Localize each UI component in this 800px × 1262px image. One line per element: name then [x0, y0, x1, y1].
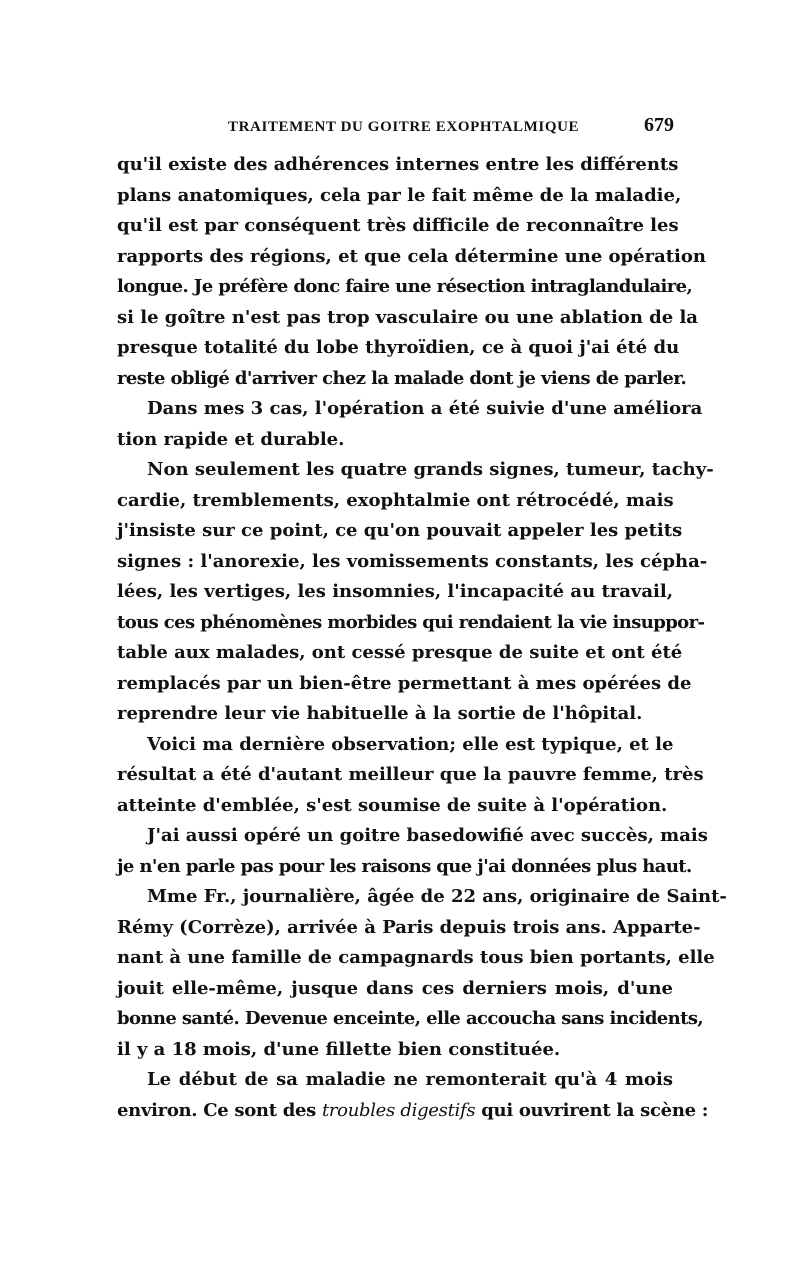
text-line: résultat a été d'autant meilleur que la pauvre femme, très — [117, 764, 704, 785]
text-line: j'insiste sur ce point, ce qu'on pouvait appeler les petits — [117, 520, 683, 541]
text-line: remplacés par un bien-être permettant à mes opérées de — [117, 672, 692, 694]
text-line: bonne santé. Devenue enceinte, elle accoucha sans incidents, — [117, 1008, 704, 1029]
text-line: nant à une famille de campagnards tous bien portants, elle — [117, 947, 715, 968]
text-line: table aux malades, ont cessé presque de suite et ont été — [117, 642, 683, 663]
text-line: qu'il est par conséquent très difficile de reconnaître les — [117, 215, 679, 236]
text-line: presque totalité du lobe thyroïdien, ce à quoi j'ai été du — [117, 337, 680, 358]
body-text — [117, 150, 727, 1126]
text-line: jouit elle-même, jusque dans ces derniers mois, d'une — [117, 977, 673, 999]
paragraph-start-line: Non seulement les quatre grands signes, tumeur, tachy- — [147, 459, 714, 480]
paragraph-start-line: Dans mes 3 cas, l'opération a été suivie d'une améliora — [147, 398, 703, 419]
text-line: cardie, tremblements, exophtalmie ont rétrocédé, mais — [117, 489, 674, 511]
paragraph-start-line: Mme Fr., journalière, âgée de 22 ans, originaire de Saint- — [147, 886, 727, 907]
running-title: TRAITEMENT DU GOITRE EXOPHTALMIQUE — [228, 119, 580, 135]
text-line-with-italic — [117, 1096, 709, 1127]
text-line: longue. Je préfère donc faire une résection intraglandulaire, — [117, 276, 693, 297]
text-line: si le goître n'est pas trop vasculaire ou une ablation de la — [117, 306, 698, 328]
text-line: je n'en parle pas pour les raisons que j'ai données plus haut. — [117, 855, 692, 877]
text-line: tion rapide et durable. — [117, 428, 345, 450]
text-line: reste obligé d'arriver chez la malade dont je viens de parler. — [117, 367, 687, 389]
text-line: signes : l'anorexie, les vomissements constants, les cépha- — [117, 550, 708, 572]
text-line: qu'il existe des adhérences internes entre les différents — [117, 154, 679, 175]
text-line: rapports des régions, et que cela détermine une opération — [117, 245, 706, 267]
text-line: atteinte d'emblée, s'est soumise de suite à l'opération. — [117, 794, 668, 816]
page-number: 679 — [644, 114, 674, 136]
text-line: tous ces phénomènes morbides qui rendaient la vie insuppor- — [117, 611, 705, 633]
text-line: Rémy (Corrèze), arrivée à Paris depuis trois ans. Apparte- — [117, 916, 701, 938]
line-text-after: qui ouvrirent la scène : — [475, 1099, 709, 1121]
paragraph-start-line: Le début de sa maladie ne remonterait qu'à 4 mois — [147, 1069, 673, 1090]
text-line: plans anatomiques, cela par le fait même de la maladie, — [117, 184, 682, 206]
page-header — [136, 112, 674, 142]
italic-phrase: troubles digestifs — [321, 1099, 476, 1121]
paragraph-start-line: Voici ma dernière observation; elle est typique, et le — [147, 733, 674, 755]
text-line: il y a 18 mois, d'une fillette bien constituée. — [117, 1038, 561, 1060]
text-line: reprendre leur vie habituelle à la sortie de l'hôpital. — [117, 703, 643, 724]
paragraph-start-line: J'ai aussi opéré un goitre basedowifié avec succès, mais — [147, 825, 708, 846]
text-line: lées, les vertiges, les insomnies, l'incapacité au travail, — [117, 581, 673, 602]
line-text-before: environ. Ce sont des — [117, 1099, 322, 1121]
